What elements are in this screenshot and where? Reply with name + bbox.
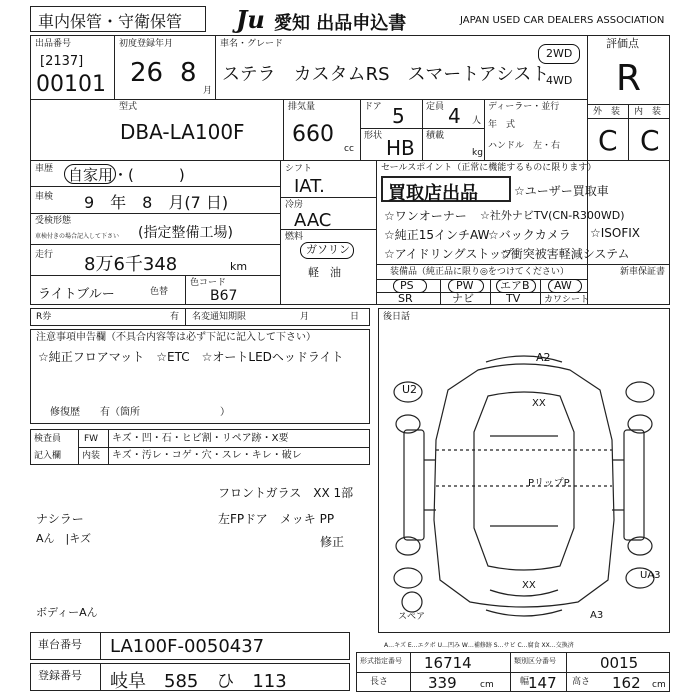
doors-label: ドア [364, 102, 382, 112]
selling-point-8: ☆衝突被害軽減システム [500, 247, 630, 261]
grade-label: 評価点 [606, 37, 639, 50]
notice-day: 日 [350, 312, 360, 322]
logo-mark: Ju [236, 5, 265, 34]
selling-point-7: ☆アイドリングストップ [384, 247, 513, 261]
equip-seat: カワシート [544, 295, 590, 305]
plate-label: 登録番号 [38, 669, 82, 682]
inspection-type-note: 車検付きの場合記入して下さい [35, 233, 120, 240]
org-subtitle: JAPAN USED CAR DEALERS ASSOCIATION [460, 15, 665, 26]
width: 147 [528, 674, 557, 692]
inspection-date: 9 年 8 月(7 日) [84, 193, 229, 212]
length-unit: cm [480, 680, 494, 690]
shift: IAT. [294, 176, 325, 197]
shape: HB [386, 136, 415, 160]
handle-label: ハンドル 左・右 [488, 141, 561, 151]
org-title: 愛知 出品申込書 [274, 13, 407, 34]
fuel-diesel: 軽 油 [308, 266, 341, 279]
inspection-row1-head: FW [84, 434, 99, 444]
recycle-label: R券 [36, 312, 52, 322]
width-label: 幅 [520, 677, 530, 687]
model-label: 型式 [119, 102, 138, 112]
capacity: 4 [448, 104, 461, 128]
inspector-note-6: ボディーAん [36, 606, 98, 619]
inspection-date-label: 車検 [35, 192, 54, 202]
int-label: 内 装 [634, 107, 662, 117]
repair-label: 修復歴 有（箇所 ） [50, 407, 230, 418]
equip-navi: ナビ [452, 292, 474, 305]
ac-label: 冷房 [285, 200, 304, 210]
fuel-label: 燃料 [285, 232, 304, 242]
year-type-label: 年 式 [488, 120, 516, 130]
remarks-label: 後日話 [383, 312, 411, 322]
selling-point-5: ☆バックカメラ [488, 228, 571, 242]
declaration-label: 注意事項申告欄（不具合内容等は必ず下記に記入して下さい） [36, 332, 316, 343]
class-label: 類別区分番号 [514, 657, 556, 665]
class: 0015 [600, 654, 639, 672]
history-label: 車歴 [35, 164, 54, 174]
equipment-label: 装備品（純正品に限り◎をつけてください） [390, 267, 569, 277]
length-label: 長さ [370, 677, 389, 687]
load-unit: kg [472, 148, 483, 158]
inspector-note-2: Aん |キズ [36, 532, 92, 545]
capacity-unit: 人 [472, 116, 482, 126]
plate-number: 岐阜 585 ひ 113 [110, 671, 287, 692]
equip-airbag: エアB [500, 279, 530, 292]
fuel-gas: ガソリン [306, 243, 350, 256]
chassis-label: 車台番号 [38, 638, 82, 651]
mark-xx-rear: XX [522, 580, 536, 591]
inspector-label-2: 記入欄 [34, 451, 62, 461]
displacement-label: 排気量 [288, 102, 316, 112]
mark-xx-front: XX [532, 398, 546, 409]
height-label: 高さ [572, 677, 591, 687]
color-code-label: 色コード [190, 278, 227, 288]
length: 339 [428, 674, 457, 692]
height-unit: cm [652, 680, 666, 690]
model: DBA-LA100F [120, 120, 245, 144]
inspector-note-5: 修正 [320, 535, 345, 549]
drive-4wd: 4WD [546, 74, 573, 87]
mark-a3: A3 [590, 610, 604, 621]
selling-point-3: ☆社外ナビTV(CN-R300WD) [480, 209, 625, 222]
mark-roof: PリップP [528, 478, 570, 489]
lot-number: 00101 [36, 72, 106, 97]
selling-point-1: ☆ユーザー買取車 [514, 184, 609, 198]
mark-u2: U2 [402, 383, 418, 396]
selling-point-4: ☆純正15インチAW [384, 228, 490, 242]
selling-points-label: セールスポイント（正常に機能するものに限ります） [381, 163, 597, 173]
displacement-unit: cc [344, 144, 354, 154]
displacement: 660 [292, 122, 334, 147]
mark-a2: A2 [536, 351, 551, 364]
selling-point-6: ☆ISOFIX [590, 226, 641, 240]
color-change-label: 色替 [150, 287, 169, 297]
warranty-label: 新車保証書 [620, 267, 666, 277]
equip-ps: PS [400, 279, 414, 292]
inspection-row2: キズ・汚レ・コゲ・穴・スレ・キレ・破レ [112, 450, 302, 461]
storage-notice: 車内保管・守衛保管 [38, 12, 183, 31]
vehicle-name-label: 車名・グレード [220, 39, 284, 49]
doors: 5 [392, 104, 405, 128]
registration-month-unit: 月 [203, 86, 213, 96]
equip-pw: PW [456, 279, 474, 292]
color-code: B67 [210, 288, 238, 304]
vehicle-name: ステラ カスタムRS スマートアシスト [222, 64, 550, 85]
inspector-note-1: ナシラー [36, 512, 84, 526]
damage-legend: A…キズ E…エクボ U…凹み W…補修跡 S…サビ C…腐食 XX…交換済 [384, 642, 574, 649]
inspector-label-1: 検査員 [34, 434, 62, 444]
color: ライトブルー [38, 287, 115, 302]
registration-month: 8 [180, 58, 197, 88]
selling-point-2: ☆ワンオーナー [384, 209, 467, 223]
lot-code: [2137] [40, 54, 84, 69]
mark-ua3: UA3 [640, 570, 661, 581]
registration-label: 初度登録年月 [119, 39, 174, 49]
capacity-label: 定員 [426, 102, 445, 112]
grade-ext: C [598, 124, 618, 157]
chassis-number: LA100F-0050437 [110, 636, 265, 657]
drive-2wd: 2WD [546, 47, 573, 60]
notice-month: 月 [300, 312, 310, 322]
grade-score: R [616, 58, 642, 99]
inspection-type-label: 受検形態 [35, 216, 72, 226]
equip-aw: AW [554, 279, 572, 292]
grade-int: C [640, 124, 660, 157]
equip-tv: TV [506, 292, 521, 305]
shape-label: 形状 [364, 131, 383, 141]
ac: AAC [294, 210, 332, 231]
load-label: 積載 [426, 131, 445, 141]
inspector-note-3: フロントガラス XX 1部 [218, 486, 354, 500]
selling-stamp: 買取店出品 [388, 183, 478, 204]
ext-label: 外 装 [593, 107, 621, 117]
history-value: 自家用・( ) [68, 166, 185, 184]
inspection-row1: キズ・凹・石・ヒビ割・リペア跡・X要 [112, 433, 289, 444]
height: 162 [612, 674, 641, 692]
equip-sr: SR [398, 292, 413, 305]
inspection-type: (指定整備工場) [138, 225, 233, 241]
mileage: 8万6千348 [84, 254, 178, 275]
lot-label: 出品番号 [35, 39, 72, 49]
inspection-row2-head: 内装 [82, 451, 101, 461]
spare-label: スペア [398, 612, 426, 622]
declaration-content: ☆純正フロアマット ☆ETC ☆オートLEDヘッドライト [38, 350, 344, 364]
notice-label: 名変通知期限 [192, 312, 247, 322]
cert: 16714 [424, 654, 472, 672]
dealer-label: ディーラー・並行 [488, 102, 560, 112]
mileage-unit: km [230, 260, 248, 273]
mileage-label: 走行 [35, 250, 54, 260]
inspector-note-4: 左FPドア メッキ PP [218, 512, 335, 526]
shift-label: シフト [285, 164, 313, 174]
recycle-value: 有 [170, 312, 180, 322]
registration-year: 26 [130, 58, 164, 88]
cert-label: 形式指定番号 [360, 657, 402, 665]
